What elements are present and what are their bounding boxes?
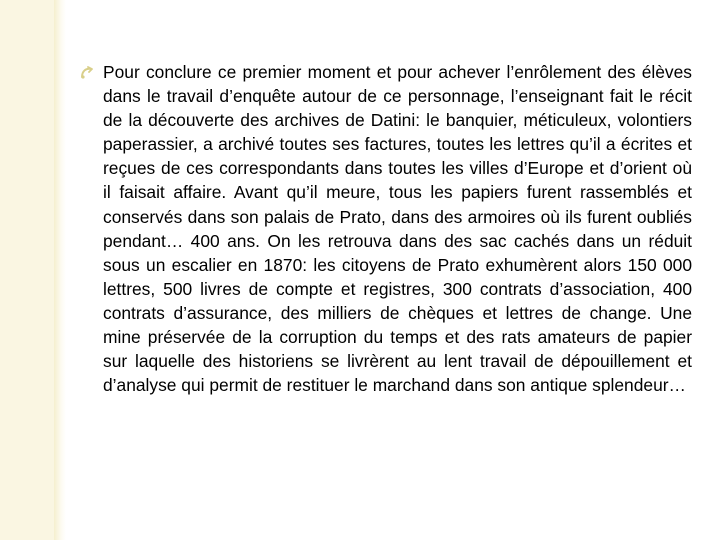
left-decorative-bar — [0, 0, 54, 540]
left-bar-gradient-edge — [54, 0, 66, 540]
curl-arrow-bullet-icon — [80, 66, 94, 80]
slide-content — [80, 60, 692, 397]
bullet-item — [80, 60, 692, 397]
bullet-paragraph: Pour conclure ce premier moment et pour achever l’enrôlement des élèves dans le travail d’enquête autour de ce personnage, l’enseignant fait le récit de la découverte des archives de Datini: le banquier, méticuleux, volontiers paperassier, a archivé toutes ses factures, toutes les lettres qu’il a écrites et reçues de ces correspondants dans toutes les villes d’Europe et d’orient où il faisait affaire. Avant qu’il meure, tous les papiers furent rassemblés et conservés dans son palais de Prato, dans des armoires où ils furent oubliés pendant… 400 ans. On les retrouva dans des sac cachés dans un réduit sous un escalier en 1870: les citoyens de Prato exhumèrent alors 150 000 lettres, 500 livres de compte et registres, 300 contrats d’association, 400 contrats d’assurance, des milliers de chèques et lettres de change. Une mine préservée de la corruption du temps et des rats amateurs de papier sur laquelle des historiens se livrèrent au lent travail de dépouillement et d’analyse qui permit de restituer le marchand dans son antique splendeur… — [103, 62, 692, 396]
